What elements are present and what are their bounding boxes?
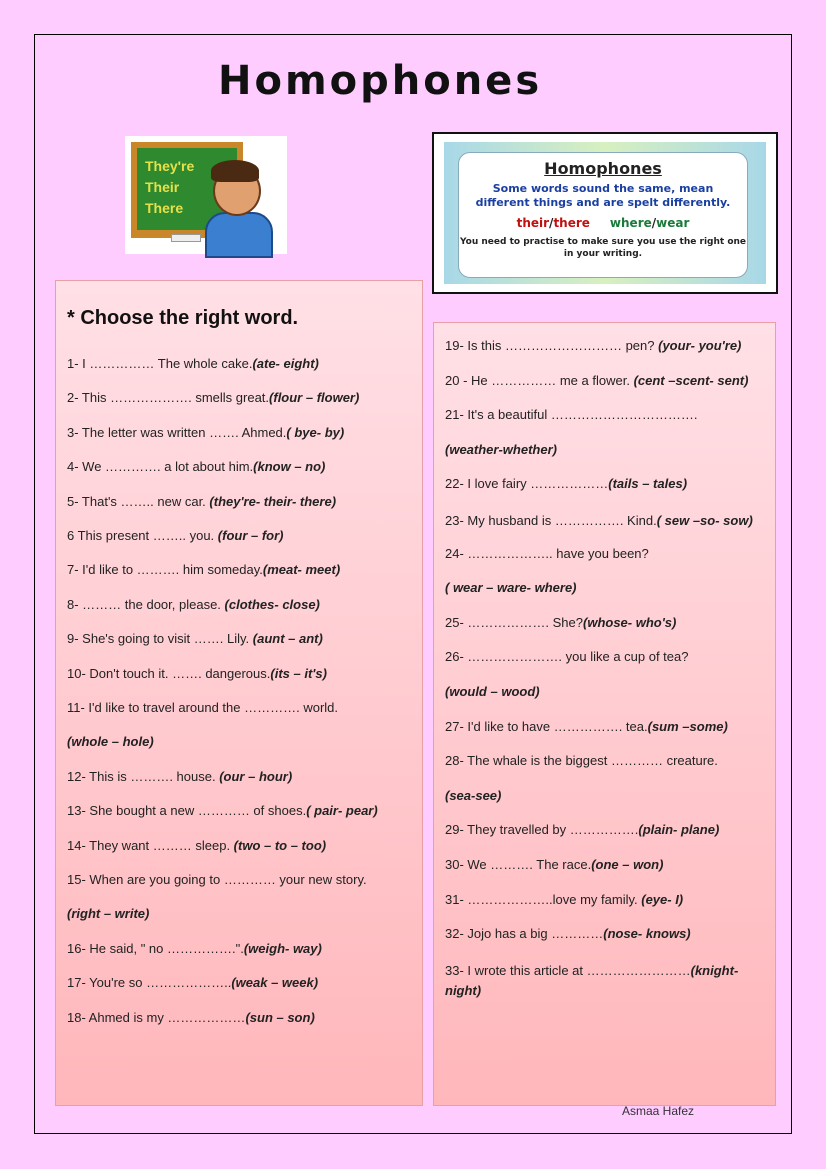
exercise-item <box>67 906 149 921</box>
exercise-item <box>67 459 325 474</box>
exercise-item <box>445 753 718 768</box>
item-options: (ate- eight) <box>252 356 319 371</box>
kid-hair <box>211 160 259 182</box>
exercise-item <box>67 941 322 956</box>
exercise-item <box>445 684 540 699</box>
item-stem: 7- I'd like to ………. him someday. <box>67 562 263 578</box>
exercise-item <box>67 494 336 509</box>
item-options: (sun – son) <box>245 1009 315 1025</box>
exercise-item <box>67 975 318 990</box>
exercise-item <box>445 580 577 595</box>
item-options: (nose- knows) <box>603 926 691 942</box>
item-options: (aunt – ant) <box>252 631 323 647</box>
exercise-item <box>445 511 755 531</box>
item-options: (would – wood) <box>445 684 540 699</box>
item-stem: 6 This present …….. you. <box>67 528 218 543</box>
item-options: (weak – week) <box>231 975 319 991</box>
item-stem: 15- When are you going to ………… your new story. <box>67 872 367 887</box>
exercise-item <box>445 407 697 422</box>
item-stem: 29- They travelled by ……………. <box>445 822 639 838</box>
item-stem: 12- This is ………. house. <box>67 768 220 784</box>
homophones-info-box <box>432 132 778 294</box>
item-stem: 24- ……………….. have you been? <box>445 545 649 561</box>
exercise-item <box>445 926 691 941</box>
item-stem: 16- He said, " no …………….". <box>67 940 244 956</box>
item-options: (clothes- close) <box>224 596 320 612</box>
item-options: (flour – flower) <box>269 390 360 406</box>
item-options: (whose- who's) <box>583 614 677 630</box>
item-options: (two – to – too) <box>233 837 327 853</box>
exercise-item <box>445 892 683 907</box>
exercise-item <box>67 734 154 749</box>
item-stem: 31- ………………..love my family. <box>445 891 642 907</box>
item-options: (whole – hole) <box>67 734 154 750</box>
exercise-item <box>67 562 340 577</box>
item-options: (our – hour) <box>219 768 293 784</box>
exercise-item <box>67 631 323 646</box>
kid-body <box>205 212 273 258</box>
exercise-item <box>67 872 367 887</box>
item-options: (your- you're) <box>658 338 742 353</box>
teacher-picture <box>125 136 287 254</box>
exercise-item <box>67 838 326 853</box>
exercise-item <box>445 373 748 388</box>
item-options: (tails – tales) <box>608 476 688 492</box>
item-stem: 20 - He …………… me a flower. <box>445 372 634 388</box>
exercise-item <box>67 528 284 543</box>
info-title: Homophones <box>544 159 662 178</box>
item-stem: 11- I'd like to travel around the …………. world. <box>67 700 339 715</box>
info-example-words: their/there where/wear <box>516 216 690 230</box>
board-line: There <box>145 200 184 216</box>
exercise-item <box>445 546 649 561</box>
item-options: (four – for) <box>217 528 284 543</box>
exercise-heading: * Choose the right word. <box>67 307 299 329</box>
item-stem: 18- Ahmed is my ……………… <box>67 1009 246 1025</box>
item-options: ( pair- pear) <box>306 803 378 819</box>
item-stem: 28- The whale is the biggest ………… creature. <box>445 753 718 769</box>
item-stem: 22- I love fairy ……………… <box>445 476 609 492</box>
exercise-item <box>445 719 728 734</box>
item-stem: 9- She's going to visit ……. Lily. <box>67 631 253 647</box>
exercise-item <box>445 822 719 837</box>
item-stem: 2- This ………………. smells great. <box>67 390 270 406</box>
item-options: (plain- plane) <box>638 822 720 838</box>
item-options: (right – write) <box>67 906 150 922</box>
item-stem: 21- It's a beautiful ……………………………. <box>445 407 698 423</box>
item-options: (meat- meet) <box>262 562 341 578</box>
blackboard-text <box>145 156 194 219</box>
item-stem: 26- …………………. you like a cup of tea? <box>445 649 689 665</box>
item-options: (one – won) <box>591 857 664 872</box>
item-stem: 1- I …………… The whole cake. <box>67 356 253 371</box>
exercise-item <box>445 649 688 664</box>
exercise-item <box>67 803 378 818</box>
exercise-item <box>67 390 359 405</box>
board-line: They're <box>145 158 195 174</box>
exercise-item <box>445 338 741 353</box>
page-title: Homophones <box>218 58 543 104</box>
item-options: (knight- night) <box>445 962 739 998</box>
right-exercise-panel <box>433 322 776 1106</box>
item-options: (cent –scent- sent) <box>633 372 749 388</box>
exercise-item <box>67 666 327 681</box>
exercise-item <box>445 442 557 457</box>
item-stem: 19- Is this ……………………… pen? <box>445 338 659 353</box>
left-exercise-panel <box>55 280 423 1106</box>
info-body: Some words sound the same, mean different things and are spelt differently. <box>475 182 731 209</box>
item-stem: 32- Jojo has a big ………… <box>445 926 604 942</box>
exercise-item <box>67 769 292 784</box>
item-stem: 14- They want ……… sleep. <box>67 837 234 853</box>
item-options: (weigh- way) <box>243 940 322 956</box>
exercise-item <box>445 857 663 872</box>
item-options: (its – it's) <box>270 665 327 681</box>
item-stem: 27- I'd like to have ……………. tea. <box>445 718 648 734</box>
exercise-item <box>445 788 501 803</box>
author-credit: Asmaa Hafez <box>622 1104 695 1118</box>
item-stem: 10- Don't touch it. ……. dangerous. <box>67 665 271 681</box>
item-stem: 5- That's …….. new car. <box>67 493 210 509</box>
item-options: (eye- I) <box>641 891 684 907</box>
item-stem: 30- We ………. The race. <box>445 857 592 872</box>
item-options: ( bye- by) <box>286 424 345 440</box>
item-stem: 25- ………………. She? <box>445 614 583 630</box>
item-stem: 4- We …………. a lot about him. <box>67 459 254 475</box>
info-footer: You need to practise to make sure you use the right one in your writing. <box>459 237 747 259</box>
item-options: (they're- their- there) <box>209 493 337 509</box>
item-stem: 17- You're so ……………….. <box>67 975 232 991</box>
exercise-item <box>445 615 676 630</box>
board-line: Their <box>145 179 180 195</box>
exercise-item <box>445 961 755 1001</box>
item-options: (sea-see) <box>445 787 502 803</box>
exercise-item <box>67 700 338 715</box>
item-stem: 13- She bought a new ………… of shoes. <box>67 803 307 819</box>
exercise-item <box>67 425 344 440</box>
exercise-item <box>67 1010 315 1025</box>
item-options: (weather-whether) <box>445 441 557 457</box>
item-options: (know – no) <box>253 459 326 475</box>
exercise-item <box>445 476 687 491</box>
item-stem: 8- ……… the door, please. <box>67 596 225 612</box>
item-stem: 33- I wrote this article at …………………… <box>445 962 691 978</box>
item-options: ( sew –so- sow) <box>656 513 753 528</box>
exercise-item <box>67 356 319 371</box>
item-stem: 23- My husband is ……………. Kind. <box>445 513 657 528</box>
item-options: (sum –some) <box>647 718 728 734</box>
item-stem: 3- The letter was written ……. Ahmed. <box>67 424 287 440</box>
item-options: ( wear – ware- where) <box>445 580 577 596</box>
exercise-item <box>67 597 320 612</box>
